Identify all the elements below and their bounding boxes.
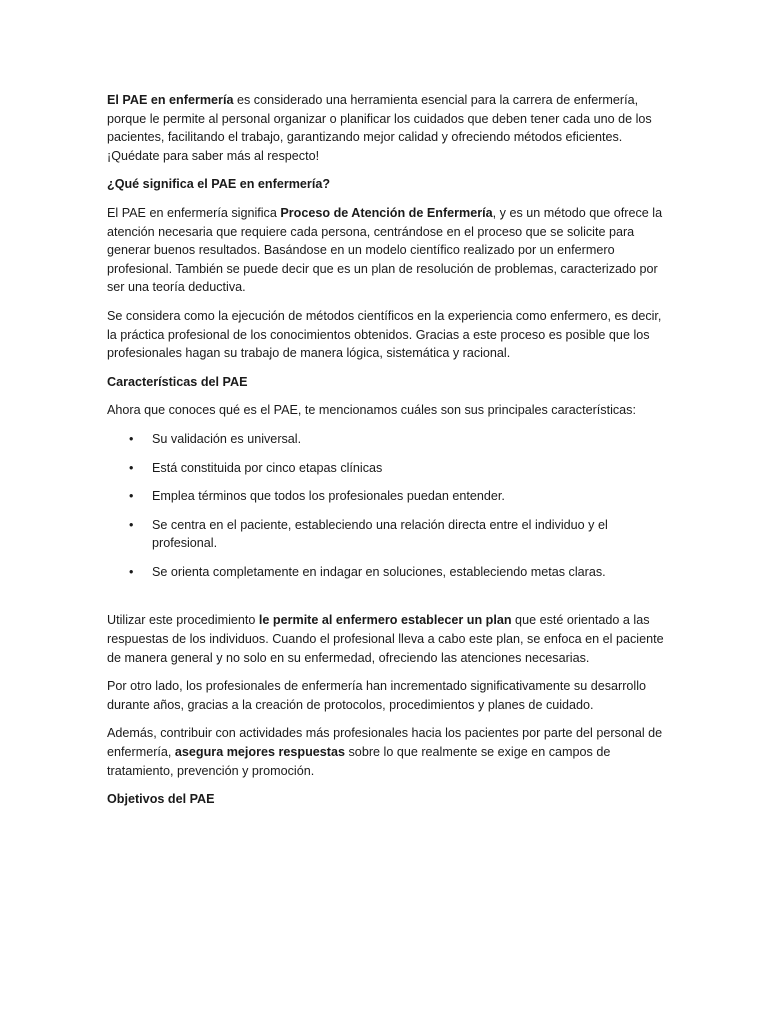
list-item (107, 430, 667, 449)
list-item-text: Está constituida por cinco etapas clínicas (152, 460, 383, 475)
characteristics-list (107, 430, 667, 582)
section-heading-objectives: Objetivos del PAE (107, 792, 215, 807)
meaning-text-a: El PAE en enfermería significa (107, 205, 281, 220)
list-item-text: Se centra en el paciente, estableciendo una relación directa entre el individuo y el profesional. (152, 517, 608, 551)
section-heading-characteristics: Características del PAE (107, 374, 248, 389)
list-item (107, 459, 667, 478)
list-item-text: Emplea términos que todos los profesionales puedan entender. (152, 489, 505, 504)
procedure-bold-term: le permite al enfermero establecer un plan (258, 613, 512, 628)
contribution-bold-term: asegura mejores respuestas (174, 745, 346, 760)
list-item-text: Se orienta completamente en indagar en soluciones, estableciendo metas claras. (152, 564, 606, 579)
list-item-text: Su validación es universal. (152, 431, 302, 446)
intro-text: es considerado una herramienta esencial para la carrera de enfermería, porque le permite al personal organizar o planificar los cuidados que deben tener cada uno de los pacientes, facilitando el trabajo, garantizando mejor calidad y ofreciendo métodos eficientes. ¡Quédate para saber más al respecto! (107, 93, 652, 163)
intro-bold-term: El PAE en enfermería (107, 93, 234, 107)
contribution-paragraph (107, 724, 667, 780)
procedure-paragraph (107, 611, 667, 667)
list-item (107, 563, 667, 582)
meaning-bold-term: Proceso de Atención de Enfermería (280, 205, 493, 220)
development-paragraph: Por otro lado, los profesionales de enfermería han incrementado significativamente su desarrollo durante años, gracias a la creación de protocolos, procedimientos y planes de cuidado. (107, 679, 647, 712)
characteristics-intro: Ahora que conoces qué es el PAE, te mencionamos cuáles son sus principales características: (107, 403, 636, 418)
blank-line (107, 591, 667, 611)
contribution-text-b: sobre lo que realmente se exige en campos de tratamiento, prevención y promoción. (107, 745, 611, 778)
bullet-icon: • (129, 431, 134, 446)
meaning-paragraph-2: Se considera como la ejecución de métodos científicos en la experiencia como enfermero, es decir, la práctica profesional de los conocimientos obtenidos. Gracias a este proceso es posible que los profesionales hagan su trabajo de manera lógica, sistemática y racional. (107, 308, 662, 361)
bullet-icon: • (129, 460, 134, 475)
list-item (107, 516, 667, 553)
bullet-icon: • (129, 489, 134, 504)
document-page (107, 91, 667, 819)
procedure-text-b: que esté orientado a las respuestas de los individuos. Cuando el profesional lleva a cabo este plan, se enfoca en el paciente de manera general y no solo en su enfermedad, ofreciendo las atenciones necesarias. (107, 613, 664, 665)
bullet-icon: • (129, 564, 134, 579)
meaning-text-b: , y es un método que ofrece la atención necesaria que requiere cada persona, centrándose en el proceso que se solicite para generar buenos resultados. Basándose en un modelo científico realizado por un enfermero profesional. También se puede decir que es un plan de resolución de problemas, caracterizado por ser una teoría deductiva. (107, 205, 663, 295)
bullet-icon: • (129, 517, 134, 532)
meaning-paragraph-1 (107, 204, 667, 297)
section-heading-meaning: ¿Qué significa el PAE en enfermería? (107, 177, 331, 192)
contribution-text-a: Además, contribuir con actividades más profesionales hacia los pacientes por parte del personal de enfermería, (107, 726, 663, 760)
procedure-text-a: Utilizar este procedimiento (107, 613, 259, 628)
list-item (107, 487, 667, 506)
intro-paragraph (107, 91, 667, 165)
